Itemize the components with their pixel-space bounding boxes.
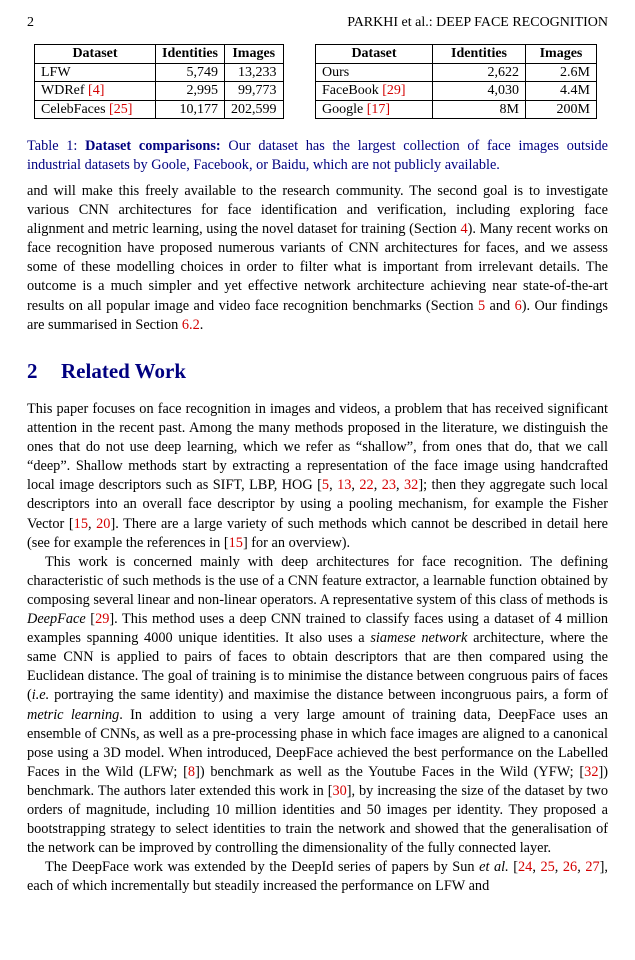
- column-header: Dataset: [316, 45, 433, 64]
- section-ref-link[interactable]: 4: [460, 221, 468, 238]
- column-header: Images: [225, 45, 284, 64]
- citation-link[interactable]: 30: [332, 782, 347, 799]
- paragraph: This work is concerned mainly with deep architectures for face recognition. The defining characteristic of such methods is the use of a CNN feature extractor, a learnable function obtained by composing several linear and non-linear operators. A representative system of this class of methods is DeepFace [29]. This method uses a deep CNN trained to classify faces using a dataset of 4 million examples spanning 4000 unique identities. It also uses a siamese network architecture, where the same CNN is applied to pairs of faces to obtain descriptors that are then compared using the Euclidean distance. The goal of training is to minimise the distance between congruous pairs of faces (i.e. portraying the same identity) and maximise the distance between incongruous pairs, a form of metric learning. In addition to using a very large amount of training data, DeepFace uses an ensemble of CNNs, as well as a pre-processing phase in which face images are aligned to a canonical pose using a 3D model. When introduced, DeepFace achieved the best performance on the Labelled Faces in the Wild (LFW; [8]) benchmark as well as the Youtube Faces in the Wild (YFW; [32]) benchmark. The authors later extended this work in [30], by increasing the size of the dataset by two orders of magnitude, including 10 million identities and 50 images per identity. They proposed a bootstrapping strategy to select identities to train the network and showed that the generalisation of the network can be improved by controlling the dimensionality of the fully connected layer.: [27, 553, 608, 857]
- citation-link[interactable]: [4]: [88, 83, 105, 98]
- citation-link[interactable]: 27: [585, 859, 600, 876]
- images-cell: 99,773: [225, 82, 284, 101]
- dataset-cell: LFW: [35, 63, 156, 82]
- identities-cell: 10,177: [156, 100, 225, 119]
- table-row: [316, 100, 597, 119]
- column-header: Images: [526, 45, 597, 64]
- section-title: Related Work: [61, 359, 187, 383]
- citation-link[interactable]: [29]: [382, 83, 406, 98]
- citation-link[interactable]: 32: [584, 763, 599, 780]
- images-cell: 2.6M: [526, 63, 597, 82]
- citation-link[interactable]: 15: [228, 534, 243, 551]
- citation-link[interactable]: 24: [518, 859, 533, 876]
- citation-link[interactable]: 22: [359, 477, 374, 494]
- caption-label: Table 1:: [27, 138, 86, 154]
- citation-link[interactable]: [17]: [366, 101, 391, 117]
- images-cell: 202,599: [225, 100, 284, 119]
- intro-paragraph: and will make this freely available to the research community. The second goal is to investigate various CNN architectures for face identification and verification, including exploring face alignment and metric learning, using the novel dataset for training (Section 4). Many recent works on face recognition have proposed numerous variants of CNN architectures for faces, and we assess some of these modelling choices in order to filter what is important from irrelevant details. The outcome is a much simpler and yet effective network architecture achieving near state-of-the-art results on all popular image and video face recognition benchmarks (Section 5 and 6). Our findings are summarised in Section 6.2.: [27, 183, 608, 333]
- dataset-cell: CelebFaces [25]: [35, 100, 156, 119]
- paragraph: This paper focuses on face recognition in images and videos, a problem that has received significant attention in the recent past. Among the many methods proposed in the literature, we distinguish the ones that do not use deep learning, which we refer as “shallow”, from ones that do, that we call “deep”. Shallow methods start by extracting a representation of the face image using handcrafted local image descriptors such as SIFT, LBP, HOG [5, 13, 22, 23, 32]; then they aggregate such local descriptors into an overall face descriptor by using a pooling mechanism, for example the Fisher Vector [15, 20]. There are a large variety of such methods which cannot be described in detail here (see for example the references in [15] for an overview).: [27, 401, 608, 551]
- citation-link[interactable]: 29: [95, 611, 110, 628]
- identities-cell: 2,622: [433, 63, 526, 82]
- table-caption: [27, 137, 608, 175]
- column-header: Identities: [156, 45, 225, 64]
- table-header-row: [35, 45, 284, 64]
- dataset-tables: [34, 44, 597, 119]
- caption-text: Our dataset has the largest collection of face images outside industrial datasets by Goole, Facebook, or Baidu, which are not publicly available.: [27, 138, 608, 173]
- dataset-cell: FaceBook [29]: [316, 82, 433, 101]
- citation-link[interactable]: 13: [337, 477, 352, 494]
- column-header: Identities: [433, 45, 526, 64]
- table-row: [35, 100, 284, 119]
- section-heading: [27, 358, 186, 384]
- page-number: 2: [27, 15, 34, 30]
- citation-link[interactable]: 32: [404, 477, 419, 494]
- citation-link[interactable]: 5: [321, 477, 330, 494]
- dataset-cell: WDRef [4]: [35, 82, 156, 101]
- related-work-body: [27, 400, 608, 896]
- citation-link[interactable]: 20: [96, 515, 111, 532]
- citation-link[interactable]: 8: [187, 763, 196, 780]
- images-cell: 4.4M: [526, 82, 597, 101]
- dataset-cell: Google [17]: [316, 100, 433, 119]
- citation-link[interactable]: 23: [381, 477, 396, 494]
- section-ref-link[interactable]: 5: [477, 297, 486, 314]
- paragraph: The DeepFace work was extended by the DeepId series of papers by Sun et al. [24, 25, 26, 27], each of which incrementally but steadily increased the performance on LFW and: [27, 859, 608, 895]
- dataset-cell: Ours: [316, 63, 433, 82]
- table-header-row: [316, 45, 597, 64]
- page-header: [27, 14, 608, 32]
- citation-link[interactable]: 26: [562, 859, 578, 876]
- table-row: [35, 63, 284, 82]
- section-number: 2: [27, 359, 38, 383]
- citation-link[interactable]: 15: [73, 515, 88, 532]
- column-header: Dataset: [35, 45, 156, 64]
- running-title: PARKHI et al.: DEEP FACE RECOGNITION: [347, 15, 608, 30]
- images-cell: 200M: [526, 100, 597, 119]
- table-row: [35, 82, 284, 101]
- identities-cell: 5,749: [156, 63, 225, 82]
- section-ref-link[interactable]: 6: [514, 297, 522, 314]
- images-cell: 13,233: [225, 63, 284, 82]
- citation-link[interactable]: [25]: [109, 101, 133, 117]
- table-row: [316, 82, 597, 101]
- section-ref-link[interactable]: 6.2: [181, 316, 200, 333]
- table-left: [34, 44, 284, 119]
- table-row: [316, 63, 597, 82]
- identities-cell: 2,995: [156, 82, 225, 101]
- citation-link[interactable]: 25: [540, 859, 555, 876]
- caption-title: Dataset comparisons:: [85, 138, 221, 154]
- identities-cell: 8M: [433, 100, 526, 119]
- table-right: [315, 44, 597, 119]
- identities-cell: 4,030: [433, 82, 526, 101]
